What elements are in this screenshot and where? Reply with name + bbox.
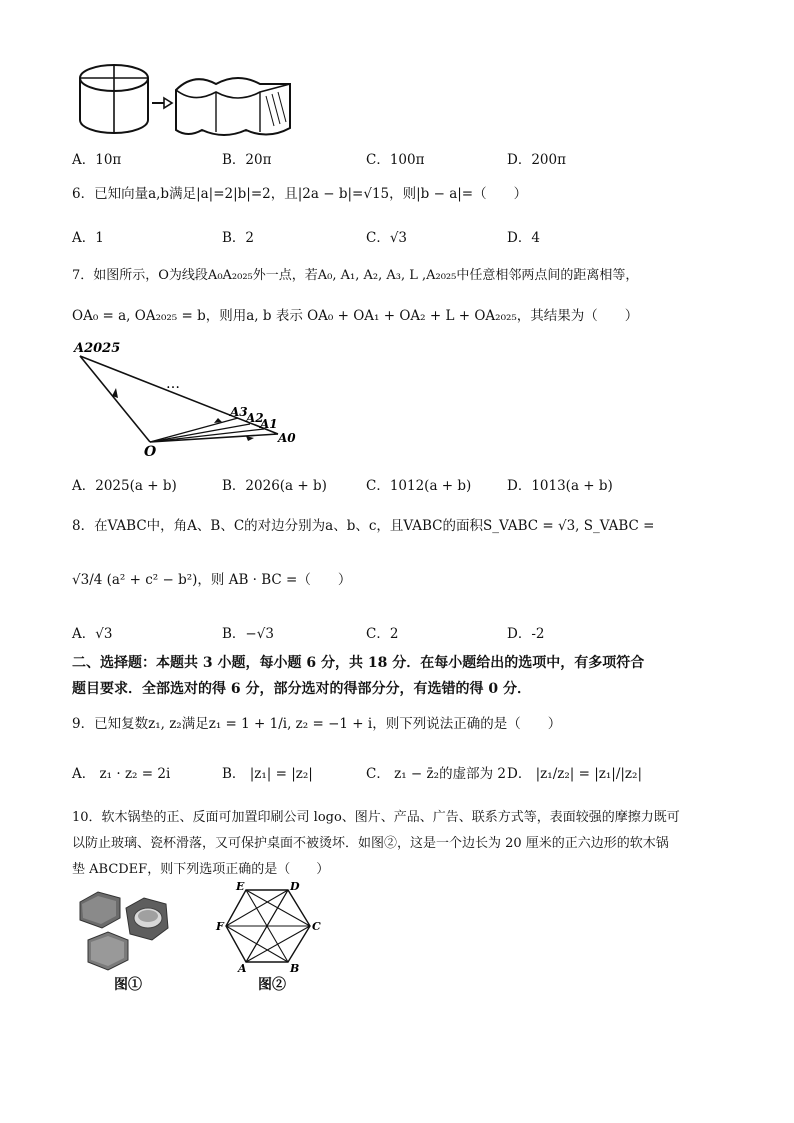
q7-label-a0: A0: [278, 431, 296, 445]
q8-stem-line2: √3/4 (a² + c² − b²)，则 AB · BC =（ ）: [72, 572, 352, 588]
q7-label-o: O: [144, 444, 157, 456]
q10-stem-line1: 10．软木锅垫的正、反面可加置印刷公司 logo、图片、产品、广告、联系方式等，表面较强的摩擦力既可: [72, 810, 680, 825]
q6-option-b: B．2: [222, 230, 255, 246]
q8-option-a: A．√3: [72, 626, 113, 642]
q9-option-c: C． z₁ − z̄₂的虚部为 2: [366, 766, 506, 782]
q7-label-a2: A2: [246, 411, 264, 425]
q10-stem-line3: 垫 ABCDEF，则下列选项正确的是（ ）: [72, 862, 330, 877]
q7-option-a: A．2025(a + b): [72, 478, 177, 494]
q7-option-b: B．2026(a + b): [222, 478, 327, 494]
q10-figure2-caption: 图②: [258, 977, 286, 993]
q10-coaster-photo: [74, 888, 174, 972]
q6-stem: 6．已知向量a,b满足|a|=2|b|=2，且|2a − b|=√15，则|b − a|=（ ）: [72, 186, 528, 202]
q6-option-a: A．1: [72, 230, 104, 246]
q6-option-c: C．√3: [366, 230, 408, 246]
hex-label-e: E: [236, 880, 245, 893]
q7-stem-line2: OA₀ = a, OA₂₀₂₅ = b，则用a, b 表示 OA₀ + OA₁ + OA₂ + L + OA₂₀₂₅，其结果为（ ）: [72, 308, 639, 324]
q5-option-d: D．200π: [507, 152, 566, 168]
q10-figure1-caption: 图①: [114, 977, 142, 993]
q7-option-c: C．1012(a + b): [366, 478, 472, 494]
q7-option-d: D．1013(a + b): [507, 478, 613, 494]
q9-stem: 9．已知复数z₁, z₂满足z₁ = 1 + 1/i, z₂ = −1 + i，则下列说法正确的是（ ）: [72, 716, 562, 732]
hex-label-b: B: [290, 962, 300, 974]
q7-label-a2025: A2025: [74, 341, 121, 356]
q10-hexagon-figure: [214, 880, 324, 974]
q5-option-c: C．100π: [366, 152, 425, 168]
section2-header-line1: 二、选择题：本题共 3 小题，每小题 6 分，共 18 分．在每小题给出的选项中，有多项符合: [72, 655, 645, 671]
q5-option-b: B．20π: [222, 152, 272, 168]
q7-stem-line1: 7．如图所示，O为线段A₀A₂₀₂₅外一点，若A₀, A₁, A₂, A₃, L ,A₂₀₂₅中任意相邻两点间的距离相等，: [72, 268, 639, 283]
q5-option-a: A．10π: [72, 152, 122, 168]
hex-label-a: A: [238, 962, 247, 974]
q6-option-d: D．4: [507, 230, 540, 246]
q8-option-d: D．-2: [507, 626, 545, 642]
q9-option-b: B． |z₁| = |z₂|: [222, 766, 313, 782]
q7-label-a3: A3: [230, 405, 248, 419]
q9-option-d: D． |z₁/z₂| = |z₁|/|z₂|: [507, 766, 642, 782]
hex-label-f: F: [216, 920, 224, 933]
q8-stem-line1: 8．在VABC中，角A、B、C的对边分别为a、b、c，且VABC的面积S_VABC = √3, S_VABC =: [72, 518, 655, 534]
q10-stem-line2: 以防止玻璃、瓷杯滑落，又可保护桌面不被烫坏．如图②，这是一个边长为 20 厘米的正六边形的软木锅: [72, 836, 669, 851]
q7-ellipsis: …: [166, 376, 180, 392]
q8-option-c: C．2: [366, 626, 399, 642]
q9-option-a: A． z₁ · z₂ = 2i: [72, 766, 171, 782]
q8-option-b: B．−√3: [222, 626, 274, 642]
section2-header-line2: 题目要求．全部选对的得 6 分，部分选对的得部分分，有选错的得 0 分．: [72, 681, 531, 697]
hex-label-d: D: [290, 880, 300, 893]
q5-cylinder-figure: [76, 60, 296, 140]
q7-label-a1: A1: [260, 417, 278, 431]
hex-label-c: C: [312, 920, 321, 933]
q7-fan-figure: [72, 338, 312, 456]
